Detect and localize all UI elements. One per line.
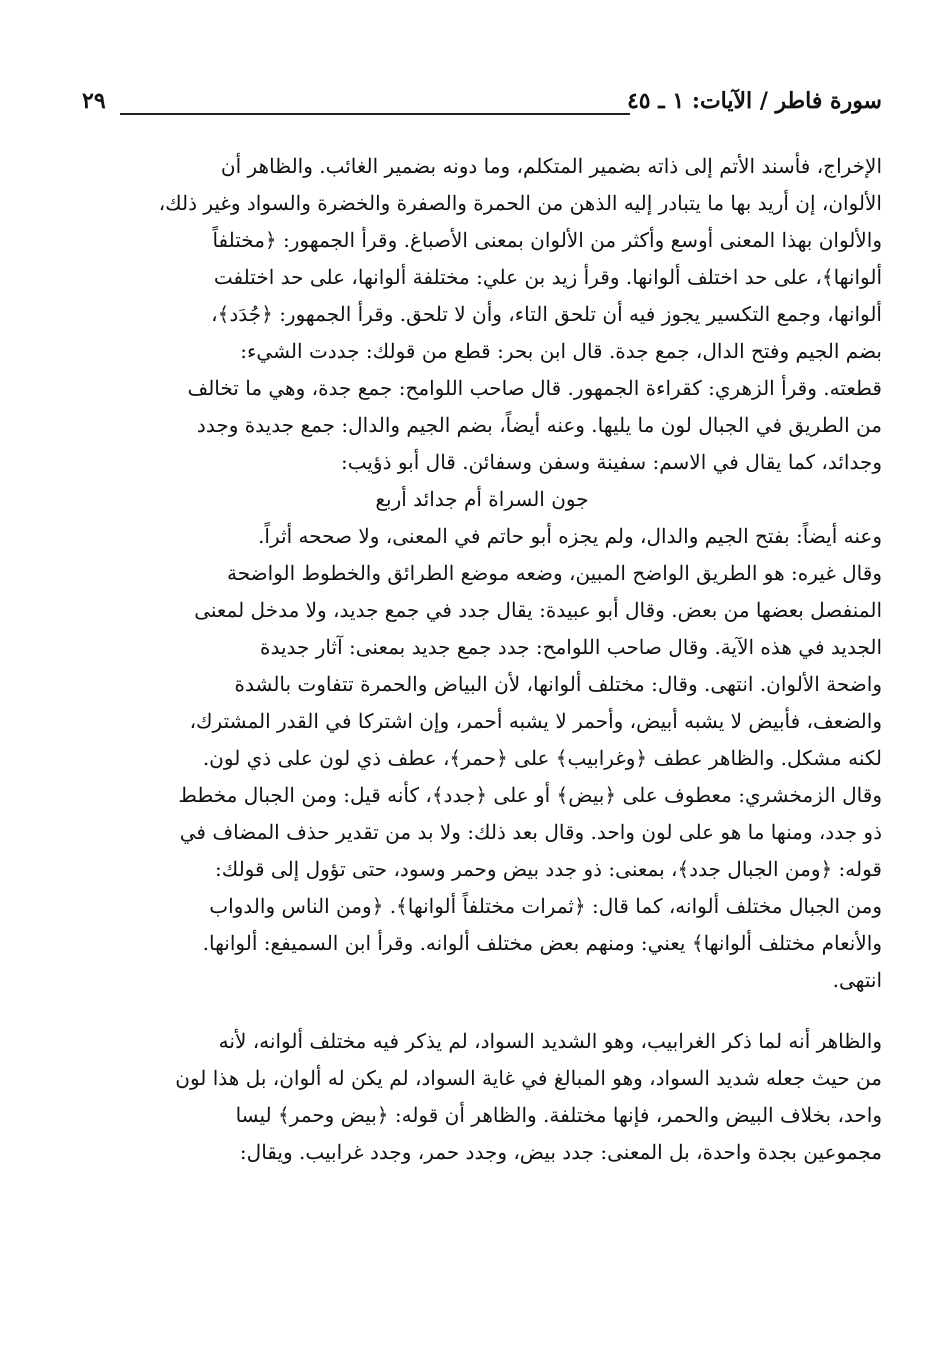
text-line: لكنه مشكل. والظاهر عطف ﴿وغرابيب﴾ على ﴿حمر﴾، عطف ذي لون على ذي لون. [202, 746, 882, 770]
text-line: المنفصل بعضها من بعض. وقال أبو عبيدة: يقال جدد في جمع جديد، ولا مدخل لمعنى [194, 598, 882, 622]
paragraph-gap [82, 999, 882, 1023]
body-text [82, 148, 882, 1171]
poetry-verse: جون السراة أم جدائد أربع [375, 487, 589, 511]
text-line: وعنه أيضاً: بفتح الجيم والدال، ولم يجزه أبو حاتم في المعنى، ولا صححه أثراً. [258, 524, 882, 548]
text-line: بضم الجيم وفتح الدال، جمع جدة. قال ابن بحر: قطع من قولك: جددت الشيء: [240, 339, 882, 363]
text-line: واحد، بخلاف البيض والحمر، فإنها مختلفة. والظاهر أن قوله: ﴿بيض وحمر﴾ ليسا [235, 1103, 882, 1127]
text-line: ألوانها﴾، على حد اختلف ألوانها. وقرأ زيد بن علي: مختلفة ألوانها، على حد اختلفت [213, 265, 882, 289]
text-line: وقال الزمخشري: معطوف على ﴿بيض﴾ أو على ﴿جدد﴾، كأنه قيل: ومن الجبال مخطط [178, 783, 882, 807]
running-title: سورة فاطر / الآيات: ١ ـ ٤٥ [626, 88, 882, 114]
text-line: والألوان بهذا المعنى أوسع وأكثر من الألوان بمعنى الأصباغ. وقرأ الجمهور: ﴿مختلفاً [212, 228, 882, 252]
text-line: ألوانها، وجمع التكسير يجوز فيه أن تلحق التاء، وأن لا تلحق. وقرأ الجمهور: ﴿جُدَد﴾، [211, 302, 882, 326]
text-line: والضعف، فأبيض لا يشبه أبيض، وأحمر لا يشبه أحمر، وإن اشتركا في القدر المشترك، [189, 709, 882, 733]
text-line: قوله: ﴿ومن الجبال جدد﴾، بمعنى: ذو جدد بيض وحمر وسود، حتى تؤول إلى قولك: [214, 857, 882, 881]
page-header [82, 86, 882, 130]
text-line: الألوان، إن أريد بها ما يتبادر إليه الذهن من الحمرة والصفرة والخضرة والسواد وغير ذلك، [158, 191, 882, 215]
text-line: ذو جدد، ومنها ما هو على لون واحد. وقال بعد ذلك: ولا بد من تقدير حذف المضاف في [179, 820, 882, 844]
header-rule [120, 113, 630, 115]
page-number: ٢٩ [82, 88, 106, 114]
text-line: الإخراج، فأسند الأتم إلى ذاته بضمير المتكلم، وما دونه بضمير الغائب. والظاهر أن [220, 154, 882, 178]
text-line: انتهى. [832, 968, 882, 992]
text-line: وجدائد، كما يقال في الاسم: سفينة وسفن وسفائن. قال أبو ذؤيب: [340, 450, 882, 474]
text-line: من حيث جعله شديد السواد، وهو المبالغ في غاية السواد، لم يكن له ألوان، بل هذا لون [175, 1066, 882, 1090]
text-line: واضحة الألوان. انتهى. وقال: مختلف ألوانها، لأن البياض والحمرة تتفاوت بالشدة [234, 672, 882, 696]
text-line: ومن الجبال مختلف ألوانه، كما قال: ﴿ثمرات مختلفاً ألوانها﴾. ﴿ومن الناس والدواب [209, 894, 882, 918]
text-line: من الطريق في الجبال لون ما يليها. وعنه أيضاً، بضم الجيم والدال: جمع جديدة وجدد [196, 413, 882, 437]
text-line: مجموعين بجدة واحدة، بل المعنى: جدد بيض، وجدد حمر، وجدد غرابيب. ويقال: [239, 1140, 882, 1164]
text-line: الجديد في هذه الآية. وقال صاحب اللوامح: جدد جمع جديد بمعنى: آثار جديدة [260, 635, 882, 659]
text-line: قطعته. وقرأ الزهري: كقراءة الجمهور. قال صاحب اللوامح: جمع جدة، وهي ما تخالف [187, 376, 882, 400]
text-line: وقال غيره: هو الطريق الواضح المبين، وضعه موضع الطرائق والخطوط الواضحة [227, 561, 882, 585]
text-line: والأنعام مختلف ألوانها﴾ يعني: ومنهم بعض مختلف ألوانه. وقرأ ابن السميفع: ألوانها. [202, 931, 882, 955]
text-line: والظاهر أنه لما ذكر الغرابيب، وهو الشديد السواد، لم يذكر فيه مختلف ألوانه، لأنه [218, 1029, 882, 1053]
